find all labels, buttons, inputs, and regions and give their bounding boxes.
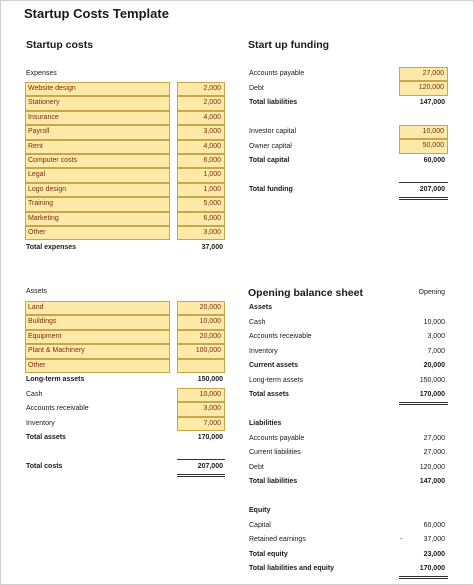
bs-row-value: 147,000 [419,478,445,485]
bs-assets-double-rule [399,404,448,405]
bs-row-value: 7,000 [427,347,445,355]
bs-row-label: Capital [249,521,271,529]
bs-row-value: 170,000 [419,391,445,398]
expense-label-input[interactable]: Logo design [25,183,170,197]
bs-row-value: 60,000 [423,521,445,529]
expense-value-input[interactable]: 1,000 [177,183,225,197]
bs-row-label: Current assets [249,362,299,369]
expense-value-input[interactable]: 2,000 [177,82,225,96]
expense-value-input[interactable]: 1,000 [177,168,225,182]
expense-label-input[interactable]: Insurance [25,111,170,125]
bs-assets-double-rule [399,402,448,403]
funding-total-capital-label: Total capital [249,157,290,164]
expense-value-input[interactable]: 6,000 [177,154,225,168]
asset-value-input[interactable] [177,359,225,373]
bs-row-label: Retained earnings [249,536,306,543]
funding-heading: Start up funding [248,39,330,51]
total-costs-value: 207,000 [197,463,223,470]
asset-label-input[interactable]: Equipment [25,330,170,344]
asset-value-input[interactable]: 20,000 [177,330,225,344]
expense-value-input[interactable]: 3,000 [177,125,225,139]
asset-value-input[interactable]: 20,000 [177,301,225,315]
expense-value-input[interactable]: 2,000 [177,96,225,110]
expenses-label: Expenses [26,70,57,77]
expense-label-input[interactable]: Rent [25,140,170,154]
bs-equity-label: Equity [249,507,271,514]
expense-value-input[interactable]: 5,000 [177,197,225,211]
expense-label-input[interactable]: Stationery [25,96,170,110]
opening-column-label: Opening [418,289,445,296]
asset-value-input[interactable]: 10,000 [177,315,225,329]
expense-value-input[interactable]: 4,000 [177,140,225,154]
bs-row-label: Total liabilities and equity [249,565,335,572]
bs-row-value: 120,000 [419,463,445,471]
total-costs-label: Total costs [26,463,63,470]
expense-value-input[interactable]: 3,000 [177,226,225,240]
bs-row-label: Cash [249,318,266,326]
funding-liability-label: Debt [249,84,264,92]
bs-row-label: Debt [249,463,264,471]
expense-value-input[interactable]: 4,000 [177,111,225,125]
total-assets-value: 170,000 [197,434,223,441]
funding-capital-label: Owner capital [249,142,292,150]
funding-total-liabilities-value: 147,000 [419,99,445,106]
funding-liability-label: Accounts payable [249,70,305,77]
total-expenses-value: 37,000 [201,244,223,251]
bs-row-value: 27,000 [423,449,445,456]
total-funding-value: 207,000 [419,186,445,193]
total-funding-double-rule [399,199,448,200]
balance-sheet-heading: Opening balance sheet [248,287,363,299]
total-funding-double-rule [399,197,448,198]
bs-row-value: 10,000 [423,318,445,326]
expense-label-input[interactable]: Computer costs [25,154,170,168]
current-asset-label: Accounts receivable [26,405,89,412]
bs-liabilities-label: Liabilities [249,420,282,427]
bs-row-value: 37,000 [423,536,445,543]
funding-liability-input[interactable]: 120,000 [399,81,448,95]
funding-liability-input[interactable]: 27,000 [399,67,448,81]
bs-row-label: Total equity [249,550,288,558]
long-term-assets-total: 150,000 [197,376,223,383]
current-asset-value-input[interactable]: 10,000 [177,388,225,402]
funding-capital-label: Investor capital [249,128,297,135]
assets-label: Assets [26,288,48,295]
bs-assets-label: Assets [249,304,272,311]
bs-row-label: Total liabilities [249,478,298,485]
current-asset-value-input[interactable]: 7,000 [177,417,225,431]
asset-label-input[interactable]: Plant & Machinery [25,344,170,358]
current-asset-label: Cash [26,390,43,398]
total-costs-double-rule [177,474,225,475]
expense-label-input[interactable]: Marketing [25,212,170,226]
bs-row-label: Long-term assets [249,376,304,384]
total-assets-label: Total assets [26,434,66,441]
bs-equity-double-rule [399,578,448,579]
bs-row-value: 27,000 [423,434,445,442]
asset-value-input[interactable]: 100,000 [177,344,225,358]
page-title: Startup Costs Template [24,6,169,21]
expense-label-input[interactable]: Other [25,226,170,240]
bs-equity-double-rule [399,576,448,577]
bs-row-label: Current liabilities [249,449,301,456]
expense-label-input[interactable]: Website design [25,82,170,96]
funding-capital-input[interactable]: 10,000 [399,125,448,139]
expense-label-input[interactable]: Legal [25,168,170,182]
bs-row-value: 23,000 [423,550,445,558]
bs-row-label: Total assets [249,391,289,398]
funding-total-liabilities-label: Total liabilities [249,99,298,106]
funding-total-capital-value: 60,000 [423,157,445,164]
expense-value-input[interactable]: 6,000 [177,212,225,226]
expense-label-input[interactable]: Payroll [25,125,170,139]
bs-row-label: Accounts payable [249,434,305,442]
bs-row-label: Accounts receivable [249,333,312,340]
total-expenses-label: Total expenses [26,244,77,251]
total-costs-double-rule [177,476,225,477]
long-term-assets-label: Long-term assets [26,376,85,383]
funding-capital-input[interactable]: 50,000 [399,139,448,153]
asset-label-input[interactable]: Buildings [25,315,170,329]
current-asset-label: Inventory [26,419,55,427]
current-asset-value-input[interactable]: 3,000 [177,402,225,416]
bs-row-value: 20,000 [423,362,445,369]
bs-row-value: 3,000 [427,333,445,340]
total-funding-label: Total funding [249,186,293,193]
negative-sign: - [400,536,403,543]
startup-costs-heading: Startup costs [26,39,94,51]
bs-row-value: 150,000 [419,376,445,384]
asset-label-input[interactable]: Other [25,359,170,373]
bs-row-label: Inventory [249,347,278,355]
expense-label-input[interactable]: Training [25,197,170,211]
bs-row-value: 170,000 [419,565,445,572]
asset-label-input[interactable]: Land [25,301,170,315]
